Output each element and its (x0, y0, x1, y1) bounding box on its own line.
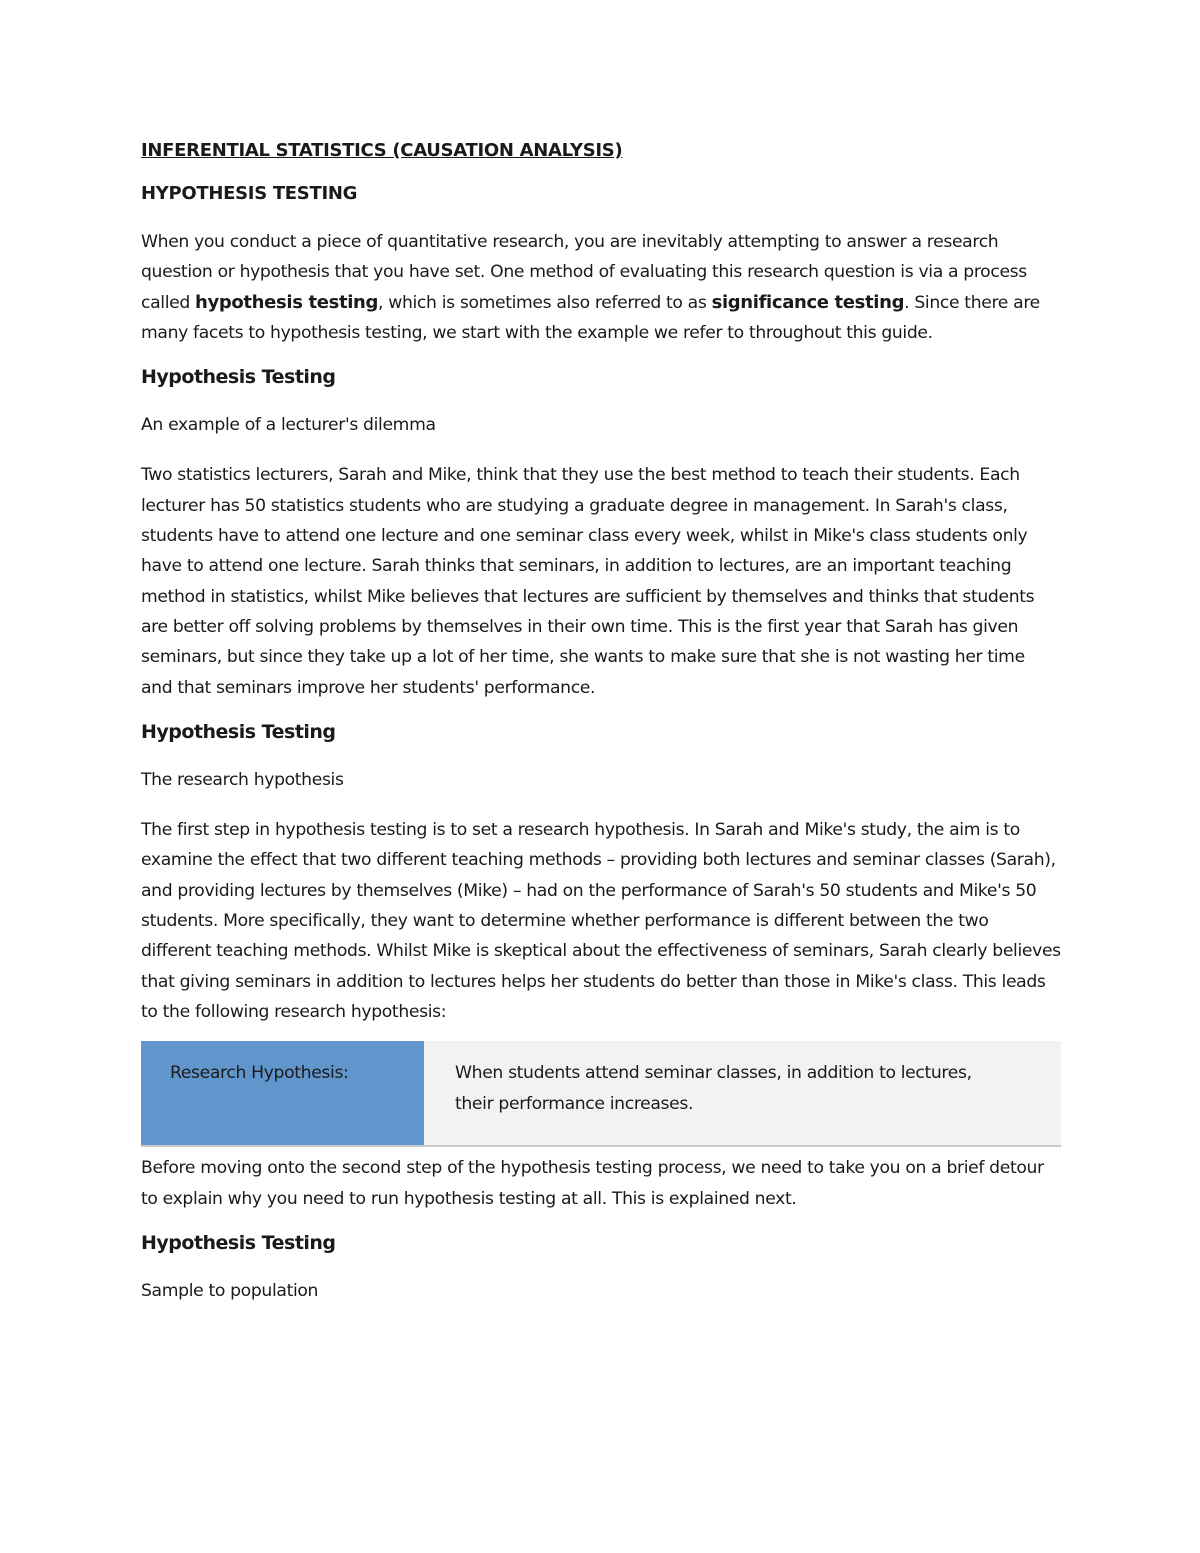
section-heading: Hypothesis Testing (141, 720, 336, 743)
main-heading: HYPOTHESIS TESTING (141, 183, 358, 204)
section-body: Two statistics lecturers, Sarah and Mike, think that they use the best method to teach their students. Each lecturer has 50 statistics students who are studying a graduate degree in management. In Sarah's class, students have to attend one lecture and one seminar class every week, whilst in Mike's class students only have to attend one lecture. Sarah thinks that seminars, in addition to lectures, are an important teaching method in statistics, whilst Mike believes that lectures are sufficient by themselves and thinks that students are better off solving problems by themselves in their own time. This is the first year that Sarah has given seminars, but since they take up a lot of her time, she wants to make sure that she is not wasting her time and that seminars improve her students' performance. (141, 465, 1035, 698)
document-page (141, 140, 1061, 1326)
intro-paragraph (141, 227, 1061, 348)
intro-text-2: , which is sometimes also referred to as (378, 292, 712, 313)
section-subtitle: Sample to population (141, 1280, 319, 1301)
hypothesis-label-cell: Research Hypothesis: (141, 1041, 424, 1145)
document-title: INFERENTIAL STATISTICS (CAUSATION ANALYSIS) (141, 140, 623, 161)
hypothesis-text-cell: When students attend seminar classes, in addition to lectures, their performance increases. (424, 1041, 1061, 1145)
section-subtitle: An example of a lecturer's dilemma (141, 415, 436, 436)
section-heading: Hypothesis Testing (141, 1231, 336, 1254)
section-body: The first step in hypothesis testing is to set a research hypothesis. In Sarah and Mike's study, the aim is to examine the effect that two different teaching methods – providing both lectures and seminar classes (Sarah), and providing lectures by themselves (Mike) – had on the performance of Sarah's 50 students and Mike's 50 students. More specifically, they want to determine whether performance is different between the two different teaching methods. Whilst Mike is skeptical about the effectiveness of seminars, Sarah clearly believes that giving seminars in addition to lectures helps her students do better than those in Mike's class. This leads to the following research hypothesis: (141, 820, 1061, 1022)
term-hypothesis-testing: hypothesis testing (195, 291, 379, 313)
intro-text-3: . Since there are many facets to hypothesis testing, we start with the example we refer to throughout this guide. (141, 292, 1040, 343)
section-subtitle: The research hypothesis (141, 769, 344, 790)
term-significance-testing: significance testing (711, 291, 905, 313)
intro-text-1: When you conduct a piece of quantitative research, you are inevitably attempting to answer a research question or hypothesis that you have set. One method of evaluating this research question is via a process called (141, 232, 1027, 313)
research-hypothesis-table (141, 1041, 1061, 1147)
section-heading: Hypothesis Testing (141, 366, 336, 389)
section-body-after-table: Before moving onto the second step of the hypothesis testing process, we need to take you on a brief detour to explain why you need to run hypothesis testing at all. This is explained next. (141, 1158, 1044, 1209)
